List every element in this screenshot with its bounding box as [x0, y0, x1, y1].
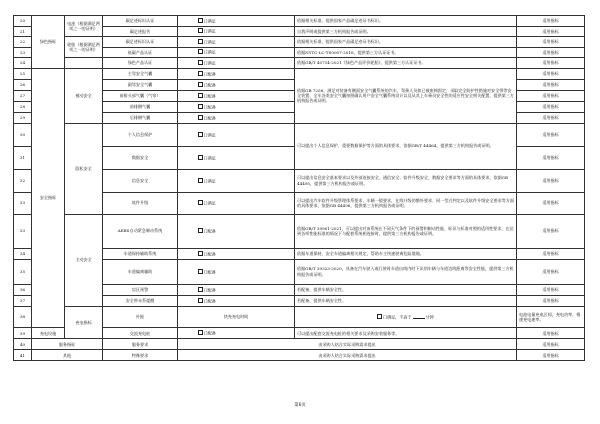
minutes-input[interactable] [413, 318, 425, 319]
table-row: 36 盲区预警 口配备 若配备，提供车辆安全性。 适用指标 [14, 284, 585, 295]
checkbox-option[interactable]: 口满足 [178, 47, 295, 58]
checkbox-option[interactable]: 口满足 [178, 123, 295, 146]
table-row: 31 数据安全 口满足 适用指标 [14, 146, 585, 169]
table-row: 20 绿色指标 电池（根据满足两项之一的证明） 碳足迹标识认证 口满足 依据相关标准，提供国家产品碳足迹证书标识。 适用指标 [14, 16, 585, 27]
checkbox[interactable] [198, 115, 203, 120]
table-row: 33 软件升级 口满足 可以提出汽车软件升级管理体系要求、车辆一般要求，在线升级的额外要求、同一型式判定以及软件升级安全要求等方面的具体要求，依据GB 44496，提供第三方机构报告或证明。 适用指标 [14, 192, 585, 214]
checkbox[interactable] [198, 39, 203, 44]
table-row: 28 前排侧气囊 口配备 适用指标 [14, 101, 585, 112]
table-row: 33 主动安全 AEBS自动紧急制动系统 口配备 依据GB/T 39901-2021，可以提出对该系统在不同天气条件下的预警和制动性能、标识与标准对照的适用性要求，在达到各项性能标准的情况下与配套系统相连接时，提供第三方机构报告或证明。 适用指标 [14, 214, 585, 248]
table-row: 30 隐私安全 个人信息保护 口满足 可以提出个人信息保护、重要数据保护等方面的具体要求，依据GB/T 44464，提供第三方机构报告或证明。 适用指标 [14, 123, 585, 146]
checkbox-option[interactable]: 口配备 [178, 79, 295, 90]
category-cell: 安全指标 [32, 68, 65, 328]
checkbox-option[interactable]: 口满足 [178, 146, 295, 169]
subcategory-cell: 主动安全 [65, 214, 103, 306]
checkbox[interactable] [198, 93, 203, 98]
table-row: 22 轮胎（根据满足两项之一的证明） 碳足迹标识认证 口满足 依据相关标准，提供国家产品碳足迹证书标识。 适用指标 [14, 37, 585, 48]
checkbox[interactable] [198, 104, 203, 109]
checkbox-option[interactable]: 口配备 [178, 284, 295, 295]
table-row: 21 碳足迹报告 口满足 自我声明或提供第三方机构报告或证明。 适用指标 [14, 26, 585, 37]
checkbox-option[interactable]: 口配备 [178, 328, 295, 339]
checkbox-option[interactable]: 口配备 [178, 90, 295, 101]
checkbox[interactable] [198, 228, 203, 233]
subcategory-cell: 隐私安全 [65, 123, 103, 214]
subcategory-cell: 轮胎（根据满足两项之一的证明） [65, 37, 103, 58]
subcategory-cell: 被动安全 [65, 68, 103, 123]
table-row: 38 充电指标 补能 快充充电时间 口满足，不高于 分钟 电池电量充电区间，充电功率，慢速充电速率。 [14, 306, 585, 328]
checkbox[interactable] [198, 269, 203, 274]
checkbox[interactable] [377, 314, 382, 319]
checkbox-option[interactable]: 口配备 [178, 214, 295, 248]
checkbox[interactable] [198, 178, 203, 183]
table-row: 37 安全带未系提醒 口配备 若配备，提供车辆安全性。 适用指标 [14, 295, 585, 306]
checkbox[interactable] [198, 287, 203, 292]
checkbox[interactable] [198, 155, 203, 160]
table-row: 34 车道保持辅助系统 口配备 依据车道保持、安全车道偏离相关规定，帮助车主快速驶离危险境地。 适用指标 [14, 248, 585, 259]
checkbox[interactable] [198, 200, 203, 205]
checkbox[interactable] [198, 18, 203, 23]
subcategory-cell: 电池（根据满足两项之一的证明） [65, 16, 103, 37]
table-row: 39 充电设施 交流充电桩 口配备 可以提出配套交流充电桩的相关要求及采购安装服务等。 适用指标 [14, 328, 585, 339]
checkbox-option[interactable]: 口满足 [178, 192, 295, 214]
checkbox[interactable] [198, 71, 203, 76]
checkbox[interactable] [198, 82, 203, 87]
table-row: 23 低碳产品认证 口满足 依据NYTC-LC-TS0007-2016，提供第三方认证证书。 适用指标 [14, 47, 585, 58]
checkbox-option[interactable]: 口满足 [178, 16, 295, 27]
checkbox-option[interactable]: 口配备 [178, 68, 295, 79]
table-row: 40 服务指标 服务要求 由采购人结合实际采购需求提出 适用指标 [14, 339, 585, 350]
table-row: 27 前排头部气囊（气帘） 口配备 适用指标 [14, 90, 585, 101]
checkbox[interactable] [198, 132, 203, 137]
category-cell: 绿色指标 [32, 16, 65, 69]
table-row: 24 绿色产品认证 口满足 依据GB/T 40714-2021《绿色产品评价轮胎》，提供第三方认证证书。 适用指标 [14, 58, 585, 69]
table-row: 35 车道偏离辅助 口配备 依据GB/T 39323-2020，具备在汽车驶入或行驶时车道出线内时下识别车辆与车道边线距离等安全性能，提供第三方机构报告或证明。 适用指标 [14, 259, 585, 284]
checkbox-option[interactable]: 口满足，不高于 分钟 [295, 306, 517, 328]
checkbox[interactable] [198, 60, 203, 65]
checkbox[interactable] [198, 298, 203, 303]
table-row: 25 安全指标 被动安全 主驾安全气囊 口配备 依据GB 7258、满足对装备有侧面安全气囊系统的汽车，驾乘人员如已被座椅固定，采取完全防护性措施对安全带等安全装置、全车各类安全气囊按照确认用户安全气囊系统设计以及从其上车乘员安全性的适应性安全相关配置，提供第三方机构报告或证明。 适用指标 [14, 68, 585, 79]
checkbox[interactable] [198, 251, 203, 256]
checkbox[interactable] [198, 28, 203, 33]
page-number: 第6页 [294, 403, 306, 408]
checkbox-option[interactable]: 口配备 [178, 259, 295, 284]
table-row: 41 其他 特殊要求 由采购人结合实际采购需求提出 适用指标 [14, 350, 585, 361]
checkbox[interactable] [198, 49, 203, 54]
checkbox-option[interactable]: 口满足 [178, 58, 295, 69]
checkbox-option[interactable]: 口配备 [178, 101, 295, 112]
checkbox-option[interactable]: 口配备 [178, 295, 295, 306]
checkbox-option[interactable]: 口满足 [178, 169, 295, 192]
table-row: 26 副驾安全气囊 口配备 适用指标 [14, 79, 585, 90]
table-row: 32 信息安全 口满足 可以提出信息安全基本要求以及外部连接安全、通信安全、软件升级安全、数据安全要求等方面的具体要求，依据GB 44495，提供第三方机构报告或证明。 适用指标 [14, 169, 585, 192]
checkbox-option[interactable]: 口配备 [178, 112, 295, 123]
checkbox-option[interactable]: 口满足 [178, 37, 295, 48]
checkbox-option[interactable]: 口满足 [178, 26, 295, 37]
category-cell: 充电指标 [65, 306, 103, 339]
table-row: 29 后排侧气囊 口配备 适用指标 [14, 112, 585, 123]
checkbox[interactable] [198, 330, 203, 335]
requirements-table [13, 15, 584, 361]
checkbox-option[interactable]: 口配备 [178, 248, 295, 259]
